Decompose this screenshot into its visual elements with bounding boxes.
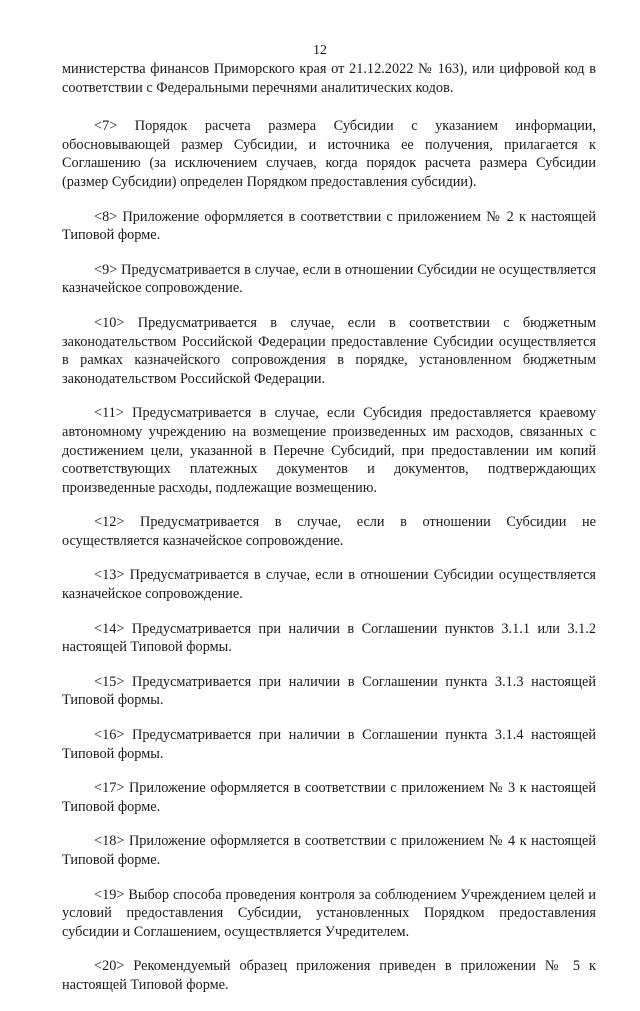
footnote-9: <9> Предусматривается в случае, если в отношении Субсидии не осуществляется казначейское сопровождение. (62, 261, 596, 297)
footnotes-body (62, 60, 596, 1011)
footnote-10: <10> Предусматривается в случае, если в соответствии с бюджетным законодательством Российской Федерации предоставление Субсидии осуществляется в рамках казначейского сопровождения в порядке, установленном бюджетным законодательством Российской Федерации. (62, 314, 596, 387)
footnote-13: <13> Предусматривается в случае, если в отношении Субсидии осуществляется казначейское сопровождение. (62, 567, 596, 603)
footnote-8: <8> Приложение оформляется в соответствии с приложением № 2 к настоящей Типовой форме. (62, 208, 596, 244)
footnote-11: <11> Предусматривается в случае, если Субсидия предоставляется краевому автономному учреждению на возмещение произведенных им расходов, связанных с достижением цели, указанной в Перечне Субсидий, при предоставлении им копий соответствующих платежных документов и документов, подтверждающих произведенные расходы, подлежащие возмещению. (62, 405, 596, 496)
footnote-18: <18> Приложение оформляется в соответствии с приложением № 4 к настоящей Типовой форме. (62, 833, 596, 868)
footnote-19: <19> Выбор способа проведения контроля за соблюдением Учреждением целей и условий предоставления Субсидии, установленных Порядком предоставления субсидии и Соглашением, осуществляется Учредителем. (62, 886, 596, 940)
footnote-17: <17> Приложение оформляется в соответствии с приложением № 3 к настоящей Типовой форме. (62, 780, 596, 815)
footnote-20: <20> Рекомендуемый образец приложения приведен в приложении № 5 к настоящей Типовой форме. (62, 958, 596, 993)
footnote-16: <16> Предусматривается при наличии в Соглашении пункта 3.1.4 настоящей Типовой формы. (62, 727, 596, 762)
footnote-15: <15> Предусматривается при наличии в Соглашении пункта 3.1.3 настоящей Типовой формы. (62, 673, 596, 709)
footnote-7: <7> Порядок расчета размера Субсидии с указанием информации, обосновывающей размер Субсидии, и источника ее получения, прилагается к Соглашению (за исключением случаев, когда порядок расчета размера Субсидии (размер Субсидии) определен Порядком предоставления субсидии). (62, 118, 596, 190)
footnote-14: <14> Предусматривается при наличии в Соглашении пунктов 3.1.1 или 3.1.2 настоящей Типовой формы. (62, 620, 596, 656)
footnote-12: <12> Предусматривается в случае, если в отношении Субсидии не осуществляется казначейское сопровождение. (62, 514, 596, 549)
page-number: 12 (313, 43, 327, 58)
paragraph-continuation: министерства финансов Приморского края от 21.12.2022 № 163), или цифровой код в соответствии с Федеральными перечнями аналитических кодов. (62, 61, 596, 96)
